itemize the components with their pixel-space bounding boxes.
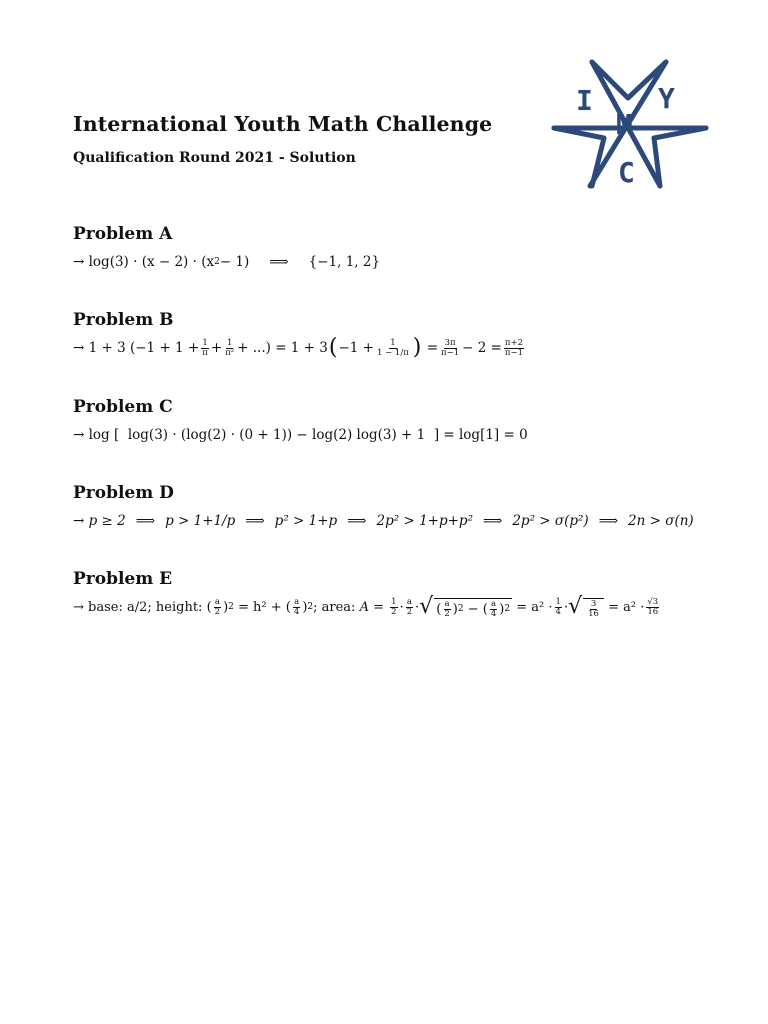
implies-symbol: ⟹ (135, 513, 156, 529)
arrow: → (73, 340, 85, 356)
problem-title: Problem E (73, 569, 173, 589)
implies-symbol: ⟹ (245, 513, 265, 529)
logo-letter-y: Y (658, 82, 675, 115)
expr: = 1 + 3 (275, 340, 328, 356)
page-title: International Youth Math Challenge (73, 112, 493, 136)
problem-title: Problem A (73, 224, 173, 244)
solution-a: → log(3) · (x − 2) · (x 2 − 1) ⟹ {−1, 1, 2} (73, 254, 381, 270)
plus: + (210, 340, 223, 356)
expr-tail: − 1) (219, 254, 250, 270)
expr: ; area: (313, 599, 356, 615)
imyc-logo (550, 58, 710, 190)
logo-letter-c: C (618, 156, 635, 189)
expr: log(3) · (x − 2) · (x (88, 254, 215, 270)
expr: −1 + 1 + (135, 340, 200, 356)
expr: base: a/2; height: (88, 599, 203, 615)
expr: log [ log(3) · (log(2) · (0 + 1)) − log(2) log(3) + 1 ] = log[1] = 0 (88, 427, 528, 443)
logo-letter-i: I (576, 84, 593, 117)
arrow: → (73, 254, 85, 270)
logo-stroke (654, 128, 706, 186)
expr: A = (359, 599, 384, 615)
fraction: $\frac{1}{4}$ (555, 596, 561, 617)
dot: · (415, 599, 420, 615)
logo-stroke (554, 128, 604, 186)
problem-c (73, 397, 733, 447)
problem-e (73, 569, 733, 619)
step: 2n > σ(n) (628, 513, 694, 529)
square-root: √ ( $\frac{a}{2}$ ) 2 − ( $\frac{a}{4}$ ) 2 (419, 593, 511, 619)
fraction: $\frac{3\pi}{\pi-1}$ (441, 337, 460, 358)
expr: − 2 = (462, 340, 502, 356)
arrow: → (73, 513, 85, 529)
implies-symbol: ⟹ (347, 513, 367, 529)
expr: = h² + (238, 599, 282, 615)
fraction: $\frac{a}{2}$ (406, 596, 413, 617)
dot: · (563, 599, 569, 615)
fraction: $\frac{\pi+2}{\pi-1}$ (504, 337, 524, 358)
solution-b: → 1 + 3 ( −1 + 1 + $\frac{1}{\pi}$ + $\frac{1}{\text{π²}}$ + ... ) = 1 + 3 ( −1 + $\frac{1}{1 - 1/\pi}$ ) = $\frac{3\pi}{\pi-1}$ − 2 = $\frac{\pi+2}{\pi-1}$ (73, 335, 524, 360)
fraction: $\frac{1}{1 - 1/\pi}$ (377, 337, 409, 358)
square-root: √ $\frac{3}{16}$ (568, 596, 604, 619)
expr: −1 + (338, 340, 374, 356)
page-subtitle: Qualification Round 2021 - Solution (73, 150, 356, 166)
implies-symbol: ⟹ (269, 254, 289, 270)
expr: 1 + 3 (88, 340, 126, 356)
step: 2p² > σ(p²) (512, 513, 589, 529)
dot: · (399, 599, 404, 615)
problem-b (73, 310, 733, 360)
fraction: $\frac{a}{2}$ (214, 596, 221, 617)
logo-letter-m: M (616, 108, 633, 141)
problem-a (73, 224, 733, 274)
problem-title: Problem C (73, 397, 173, 417)
expr: = a² · (608, 599, 645, 615)
expr: = (426, 340, 438, 356)
arrow: → (73, 427, 85, 443)
expr: = a² · (516, 599, 553, 615)
fraction: $\frac{1}{\pi}$ (202, 337, 208, 358)
problem-d (73, 483, 733, 533)
solution-set: {−1, 1, 2} (308, 254, 381, 270)
implies-symbol: ⟹ (482, 513, 503, 529)
solution-e: → base: a/2; height: ( $\frac{a}{2}$ ) 2 = h² + ( $\frac{a}{4}$ ) 2 ; area: A = $\frac{1}{2}$ · $\frac{a}{2}$ · √ ( $\frac{a}{2}$ ) 2 − ( $\frac{a}{4}$ ) 2 = a² · $\frac{1}{4}$ · √ $\frac{3}{16}$ = a² · $\frac{√3}{16}$ (73, 593, 659, 619)
implies-symbol: ⟹ (598, 513, 619, 529)
fraction: $\frac{1}{2}$ (391, 596, 397, 617)
expr: + ... (237, 340, 266, 356)
fraction: $\frac{a}{4}$ (293, 596, 300, 617)
step: p > 1+1/p (165, 513, 236, 529)
problem-title: Problem D (73, 483, 174, 503)
step: 2p² > 1+p+p² (376, 513, 473, 529)
problem-title: Problem B (73, 310, 174, 330)
step: p² > 1+p (274, 513, 338, 529)
arrow: → (73, 599, 84, 615)
solution-d (73, 509, 733, 533)
fraction: $\frac{1}{\text{π²}}$ (225, 337, 235, 358)
solution-c (73, 423, 733, 447)
step: p ≥ 2 (88, 513, 126, 529)
fraction: $\frac{√3}{16}$ (647, 596, 659, 617)
